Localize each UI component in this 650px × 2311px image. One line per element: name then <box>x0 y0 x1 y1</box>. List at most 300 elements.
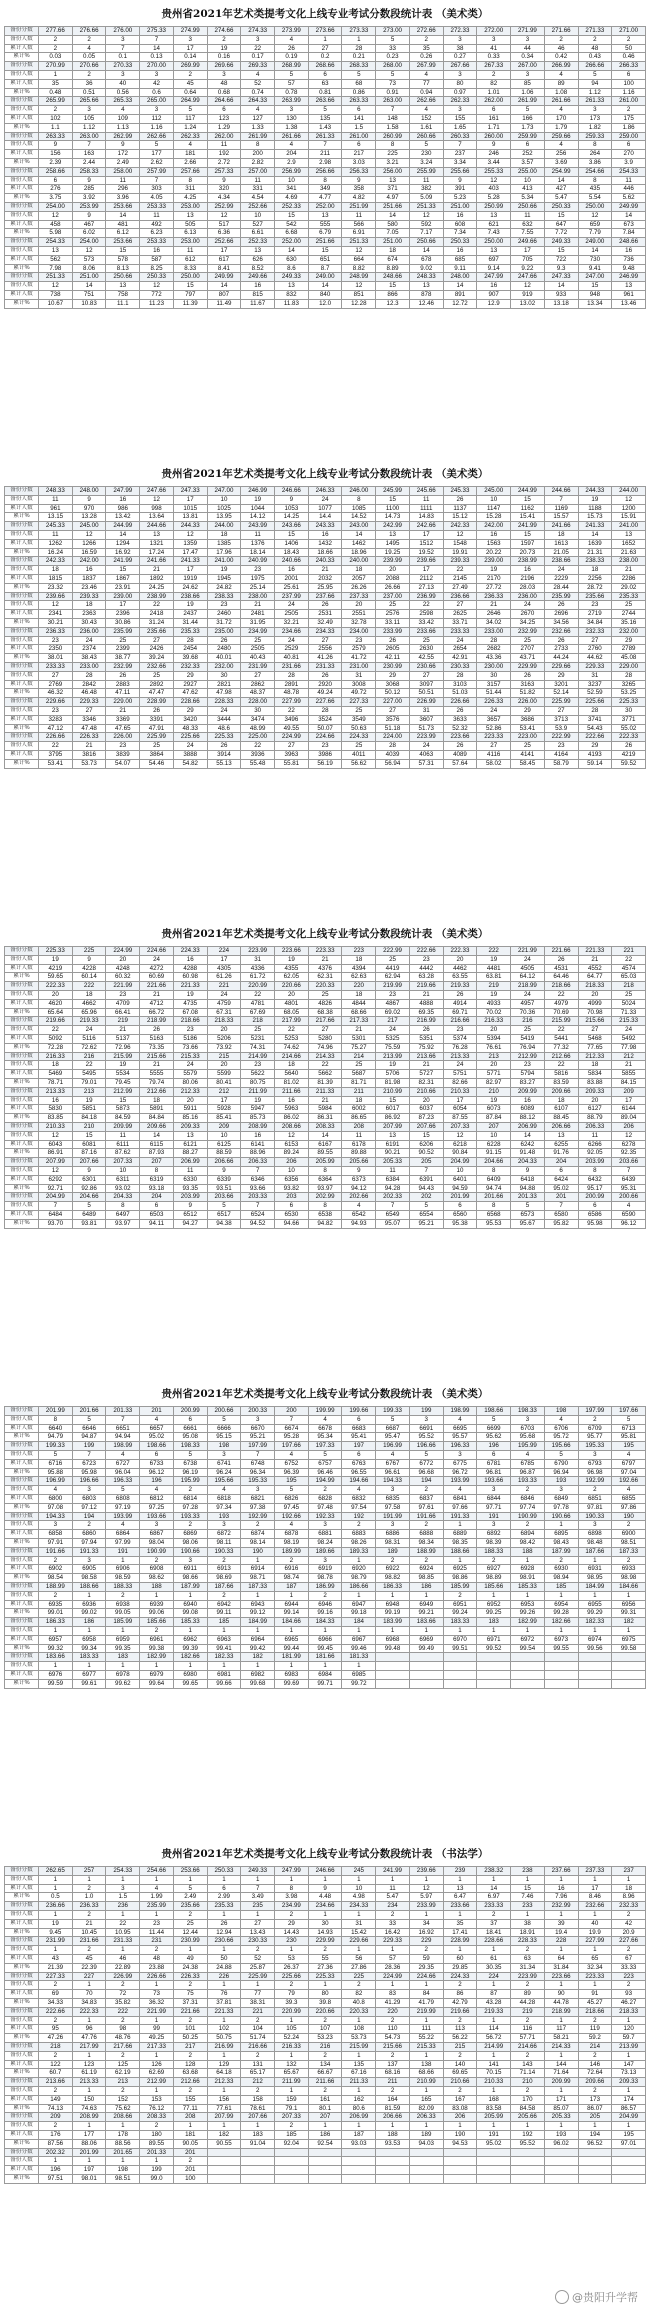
table-cell: 961 <box>39 504 73 513</box>
table-cell: 84.84 <box>140 1114 174 1123</box>
table-cell: 190.66 <box>544 1512 578 1521</box>
table-cell: 197.99 <box>241 1442 275 1451</box>
table-cell <box>376 1670 410 1679</box>
table-cell: 23.88 <box>140 1963 174 1972</box>
table-cell: 1 <box>342 1875 376 1884</box>
table-cell: 206.66 <box>544 1122 578 1131</box>
table-cell: 43.36 <box>477 654 511 663</box>
table-cell: 2 <box>72 1946 106 1955</box>
table-cell: 71.33 <box>612 1008 646 1017</box>
table-cell: 186.99 <box>308 1582 342 1591</box>
table-cell: 83.59 <box>544 1078 578 1087</box>
table-cell: 6.91 <box>342 229 376 238</box>
table-cell: 2 <box>578 1415 612 1424</box>
table-cell: 2760 <box>578 645 612 654</box>
table-cell <box>207 2174 241 2183</box>
table-cell: 58.45 <box>511 759 545 768</box>
table-cell: 10 <box>207 495 241 504</box>
table-cell: 3444 <box>207 715 241 724</box>
table-cell: 5 <box>72 1202 106 1211</box>
table-cell: 2 <box>612 1521 646 1530</box>
table-row <box>5 1963 646 1972</box>
table-cell: 248.00 <box>72 487 106 496</box>
table-cell: 17 <box>207 955 241 964</box>
table-cell: 14.93 <box>308 1928 342 1937</box>
table-cell: 26 <box>275 44 309 53</box>
table-cell: 1188 <box>578 504 612 513</box>
table-cell: 274.99 <box>173 27 207 36</box>
table-cell: 29 <box>173 671 207 680</box>
table-cell: 1 <box>578 1556 612 1565</box>
table-row <box>5 2130 646 2139</box>
table-cell: 67.16 <box>342 2069 376 2078</box>
table-cell: 2625 <box>443 610 477 619</box>
table-cell: 216.66 <box>241 2042 275 2051</box>
table-cell: 57.64 <box>443 759 477 768</box>
table-cell: 0.56 <box>106 88 140 97</box>
row-label: 累计% <box>5 1679 39 1688</box>
table-cell: 211.66 <box>308 2078 342 2087</box>
table-cell: 73 <box>376 79 410 88</box>
table-cell: 33.71 <box>443 618 477 627</box>
table-cell <box>544 1679 578 1688</box>
table-cell: 182.99 <box>140 1653 174 1662</box>
table-cell: 252.66 <box>207 238 241 247</box>
table-cell: 0.74 <box>241 88 275 97</box>
table-cell: 1 <box>612 1626 646 1635</box>
row-label: 累计人数 <box>5 2060 39 2069</box>
table-row <box>5 1644 646 1653</box>
table-row <box>5 1946 646 1955</box>
table-cell: 28 <box>173 636 207 645</box>
table-cell: 371 <box>376 185 410 194</box>
table-cell: 97.04 <box>612 1468 646 1477</box>
table-cell: 226.99 <box>106 1972 140 1981</box>
table-cell: 5771 <box>477 1070 511 1079</box>
table-cell: 26.66 <box>376 583 410 592</box>
table-row <box>5 1486 646 1495</box>
table-cell: 2 <box>544 35 578 44</box>
table-cell: 238.00 <box>241 592 275 601</box>
table-cell <box>511 2174 545 2183</box>
table-cell: 5 <box>140 141 174 150</box>
table-row <box>5 79 646 88</box>
table-cell: 236.66 <box>443 592 477 601</box>
row-label: 备份人数 <box>5 2122 39 2131</box>
table-cell: 98.04 <box>140 1538 174 1547</box>
row-label: 累计% <box>5 548 39 557</box>
table-row <box>5 1450 646 1459</box>
table-cell: 225.33 <box>39 947 73 956</box>
table-cell: 69 <box>39 1990 73 1999</box>
table-cell: 74.31 <box>241 1043 275 1052</box>
table-cell: 19 <box>39 955 73 964</box>
table-cell: 285 <box>72 185 106 194</box>
row-label: 备份分数 <box>5 1052 39 1061</box>
table-row <box>5 1087 646 1096</box>
table-cell: 832 <box>275 290 309 299</box>
table-cell: 148 <box>376 114 410 123</box>
table-cell: 1 <box>275 1626 309 1635</box>
table-cell: 6043 <box>39 1140 73 1149</box>
table-cell: 87 <box>477 1990 511 1999</box>
table-cell: 6957 <box>39 1635 73 1644</box>
table-cell: 1 <box>275 2086 309 2095</box>
table-cell: 96.19 <box>173 1468 207 1477</box>
table-cell: 4 <box>612 1450 646 1459</box>
table-cell: 21 <box>241 601 275 610</box>
table-cell: 209.33 <box>578 1087 612 1096</box>
table-cell: 62.63 <box>342 973 376 982</box>
table-cell: 94.53 <box>443 2139 477 2148</box>
table-cell: 8.33 <box>173 264 207 273</box>
table-cell: 7 <box>544 1202 578 1211</box>
table-cell: 1077 <box>308 504 342 513</box>
table-cell: 252.99 <box>207 202 241 211</box>
table-cell: 248.33 <box>409 273 443 282</box>
table-cell: 6752 <box>275 1459 309 1468</box>
table-cell: 81.71 <box>342 1078 376 1087</box>
table-cell: 187.66 <box>578 1547 612 1556</box>
table-cell: 1 <box>544 1910 578 1919</box>
table-cell: 26 <box>544 636 578 645</box>
table-cell: 228.33 <box>207 698 241 707</box>
table-cell: 168 <box>477 2095 511 2104</box>
table-cell: 159 <box>275 2095 309 2104</box>
table-cell: 2 <box>511 1946 545 1955</box>
table-cell: 204.99 <box>39 1193 73 1202</box>
table-cell: 14 <box>140 44 174 53</box>
table-cell: 25 <box>612 990 646 999</box>
table-cell: 47.12 <box>39 724 73 733</box>
table-cell: 3 <box>376 1521 410 1530</box>
table-cell: 12.3 <box>376 299 410 308</box>
table-cell: 197.66 <box>275 1442 309 1451</box>
table-cell: 2 <box>173 1910 207 1919</box>
table-cell: 4305 <box>207 964 241 973</box>
table-cell: 68.38 <box>308 1008 342 1017</box>
table-cell: 21 <box>72 742 106 751</box>
table-cell: 26 <box>443 742 477 751</box>
table-cell: 18 <box>342 1096 376 1105</box>
table-cell: 208.66 <box>275 1122 309 1131</box>
table-cell: 6 <box>342 106 376 115</box>
table-cell: 204.99 <box>612 2113 646 2122</box>
table-cell: 95.21 <box>409 1219 443 1228</box>
table-cell: 933 <box>544 290 578 299</box>
sheet-art-1 <box>4 2 646 309</box>
table-cell: 6646 <box>72 1424 106 1433</box>
table-cell: 249.99 <box>612 202 646 211</box>
table-cell: 14 <box>308 1131 342 1140</box>
table-cell: 28 <box>72 671 106 680</box>
table-cell: 13 <box>477 246 511 255</box>
table-cell: 1 <box>511 1875 545 1884</box>
table-cell: 102 <box>39 114 73 123</box>
row-label: 累计人数 <box>5 610 39 619</box>
table-cell: 3008 <box>342 680 376 689</box>
table-cell <box>511 2148 545 2157</box>
table-cell: 19 <box>207 44 241 53</box>
table-cell: 6373 <box>342 1175 376 1184</box>
table-cell: 235.66 <box>578 592 612 601</box>
table-cell: 205.99 <box>477 2113 511 2122</box>
table-cell: 16 <box>241 282 275 291</box>
table-cell: 77.11 <box>173 2104 207 2113</box>
table-cell: 226.33 <box>173 1972 207 1981</box>
table-cell: 6530 <box>275 1210 309 1219</box>
table-cell: 1 <box>443 1626 477 1635</box>
table-cell: 2630 <box>409 645 443 654</box>
table-cell: 18 <box>376 246 410 255</box>
table-cell: 50.25 <box>173 2034 207 2043</box>
table-cell: 3 <box>275 106 309 115</box>
table-cell: 9.02 <box>409 264 443 273</box>
table-cell: 19 <box>477 1096 511 1105</box>
table-cell: 20 <box>207 1061 241 1070</box>
row-label: 累计人数 <box>5 150 39 159</box>
table-cell: 94.79 <box>39 1433 73 1442</box>
table-cell: 90.84 <box>443 1149 477 1158</box>
table-cell: 8.89 <box>376 264 410 273</box>
table-cell: 5206 <box>207 1034 241 1043</box>
table-cell: 2286 <box>612 574 646 583</box>
table-cell: 7 <box>275 1415 309 1424</box>
table-row <box>5 1981 646 1990</box>
table-cell: 22 <box>612 955 646 964</box>
table-cell: 205.66 <box>511 2113 545 2122</box>
table-cell: 196.33 <box>443 1442 477 1451</box>
table-cell: 3 <box>409 1415 443 1424</box>
table-cell: 4 <box>140 1884 174 1893</box>
table-cell: 164 <box>376 2095 410 2104</box>
table-cell: 3 <box>443 70 477 79</box>
table-row <box>5 513 646 522</box>
table-cell: 93.02 <box>106 1184 140 1193</box>
table-cell: 95.53 <box>477 1219 511 1228</box>
table-cell: 237 <box>612 1867 646 1876</box>
table-cell: 110 <box>376 2025 410 2034</box>
table-cell: 226 <box>207 1972 241 1981</box>
table-cell: 9.48 <box>612 264 646 273</box>
table-cell: 13 <box>173 1131 207 1140</box>
table-row <box>5 1193 646 1202</box>
table-cell: 230.33 <box>443 662 477 671</box>
table-cell: 8.06 <box>72 264 106 273</box>
table-cell: 55.48 <box>241 759 275 768</box>
table-cell: 2 <box>612 1946 646 1955</box>
table-cell: 6 <box>342 141 376 150</box>
table-cell: 177 <box>140 150 174 159</box>
table-cell: 6911 <box>173 1565 207 1574</box>
table-cell: 222 <box>72 982 106 991</box>
table-cell: 30 <box>477 671 511 680</box>
table-cell: 71.14 <box>511 2069 545 2078</box>
table-cell: 87.23 <box>409 1114 443 1123</box>
table-cell: 68.66 <box>342 1008 376 1017</box>
table-cell: 182.33 <box>578 1618 612 1627</box>
table-cell: 241.00 <box>612 522 646 531</box>
table-cell: 9 <box>511 1166 545 1175</box>
table-cell: 220.66 <box>275 982 309 991</box>
table-cell: 99.41 <box>207 1644 241 1653</box>
table-cell: 4481 <box>477 964 511 973</box>
table-cell: 2 <box>72 1884 106 1893</box>
table-row <box>5 132 646 141</box>
table-cell: 89.55 <box>308 1149 342 1158</box>
table-cell: 228.99 <box>443 1937 477 1946</box>
table-cell: 3157 <box>477 680 511 689</box>
table-cell: 28 <box>275 671 309 680</box>
table-cell: 249.33 <box>544 238 578 247</box>
table-cell: 6972 <box>511 1635 545 1644</box>
table-cell: 98.43 <box>544 1538 578 1547</box>
table-cell: 1 <box>342 1946 376 1955</box>
table-cell: 53.25 <box>612 689 646 698</box>
table-cell: 2 <box>376 1556 410 1565</box>
table-cell: 5 <box>173 1884 207 1893</box>
table-cell: 5 <box>275 1486 309 1495</box>
table-cell: 213.33 <box>39 1087 73 1096</box>
row-label: 备份分数 <box>5 733 39 742</box>
table-cell: 3.92 <box>72 194 106 203</box>
table-cell: 21 <box>578 955 612 964</box>
table-cell: 184.99 <box>578 1582 612 1591</box>
table-cell: 216.99 <box>409 1017 443 1026</box>
table-cell: 5 <box>544 1450 578 1459</box>
table-cell: 1 <box>308 2122 342 2131</box>
table-cell: 2 <box>72 1521 106 1530</box>
table-cell: 34.83 <box>72 1998 106 2007</box>
table-cell: 197.33 <box>308 1442 342 1451</box>
table-cell: 59.52 <box>612 759 646 768</box>
table-cell: 2531 <box>308 610 342 619</box>
row-label: 累计人数 <box>5 2166 39 2175</box>
table-cell: 6872 <box>207 1530 241 1539</box>
table-cell: 233.00 <box>72 662 106 671</box>
table-cell: 247.33 <box>544 273 578 282</box>
table-cell: 97.86 <box>612 1503 646 1512</box>
table-cell: 6586 <box>578 1210 612 1219</box>
table-cell: 256.33 <box>342 167 376 176</box>
table-cell: 4 <box>106 1450 140 1459</box>
table-cell: 44.78 <box>544 1998 578 2007</box>
table-cell: 191.99 <box>376 1512 410 1521</box>
table-cell: 232.33 <box>173 662 207 671</box>
table-cell: 98.78 <box>308 1574 342 1583</box>
table-cell: 254.99 <box>544 167 578 176</box>
table-cell <box>544 2148 578 2157</box>
table-cell: 58.79 <box>544 759 578 768</box>
table-cell: 95.62 <box>477 1433 511 1442</box>
table-cell: 43.28 <box>477 1998 511 2007</box>
table-cell: 6691 <box>409 1424 443 1433</box>
table-row <box>5 1034 646 1043</box>
table-cell: 6503 <box>140 1210 174 1219</box>
table-cell: 90.05 <box>173 2139 207 2148</box>
table-cell: 2 <box>612 106 646 115</box>
table-cell: 8.13 <box>106 264 140 273</box>
table-cell: 99.51 <box>443 1644 477 1653</box>
table-cell: 98.79 <box>342 1574 376 1583</box>
table-cell: 224.00 <box>376 733 410 742</box>
table-cell: 204.66 <box>477 1158 511 1167</box>
table-cell: 2.98 <box>308 158 342 167</box>
table-cell: 196.33 <box>106 1477 140 1486</box>
table-cell: 192 <box>511 2130 545 2139</box>
table-cell: 2927 <box>173 680 207 689</box>
table-cell: 25 <box>376 601 410 610</box>
table-cell: 3 <box>207 1521 241 1530</box>
table-cell: 1.61 <box>409 123 443 132</box>
table-cell: 1 <box>173 1946 207 1955</box>
table-cell: 23 <box>376 990 410 999</box>
table-cell: 296 <box>106 185 140 194</box>
table-cell: 163 <box>72 150 106 159</box>
table-cell: 1 <box>241 1556 275 1565</box>
table-cell: 2556 <box>308 645 342 654</box>
table-cell: 214 <box>342 1052 376 1061</box>
table-cell: 2579 <box>342 645 376 654</box>
table-cell: 1262 <box>39 539 73 548</box>
table-cell: 2 <box>612 1556 646 1565</box>
table-row <box>5 1875 646 1884</box>
table-cell: 99.72 <box>342 1679 376 1688</box>
table-cell: 186.33 <box>376 1582 410 1591</box>
table-cell: 1.79 <box>544 123 578 132</box>
table-cell: 866 <box>376 290 410 299</box>
table-cell: 12 <box>578 211 612 220</box>
table-cell: 194 <box>578 2130 612 2139</box>
table-cell: 20 <box>173 1096 207 1105</box>
table-cell: 181 <box>173 150 207 159</box>
table-cell: 271.33 <box>578 27 612 36</box>
table-cell: 2 <box>308 2016 342 2025</box>
row-label: 累计人数 <box>5 1175 39 1184</box>
table-cell: 1162 <box>511 504 545 513</box>
row-label: 累计人数 <box>5 1459 39 1468</box>
table-cell: 3 <box>140 1521 174 1530</box>
table-cell: 33 <box>376 44 410 53</box>
table-cell: 263.66 <box>308 97 342 106</box>
table-cell: 85.16 <box>173 1114 207 1123</box>
table-cell: 61.19 <box>72 2069 106 2078</box>
table-cell: 3 <box>72 106 106 115</box>
row-label: 备份分数 <box>5 2113 39 2122</box>
table-cell: 4999 <box>578 999 612 1008</box>
table-cell: 21.05 <box>544 548 578 557</box>
table-cell: 189.66 <box>308 1547 342 1556</box>
table-cell: 6763 <box>342 1459 376 1468</box>
table-cell: 3 <box>106 70 140 79</box>
table-cell: 62.19 <box>106 2069 140 2078</box>
table-cell: 99.25 <box>477 1609 511 1618</box>
table-cell: 32.21 <box>275 618 309 627</box>
table-cell: 3713 <box>544 715 578 724</box>
table-cell: 6881 <box>308 1530 342 1539</box>
table-cell: 3391 <box>140 715 174 724</box>
table-cell: 4 <box>612 1486 646 1495</box>
row-label: 累计% <box>5 2139 39 2148</box>
table-cell: 5706 <box>376 1070 410 1079</box>
table-cell: 245.33 <box>39 522 73 531</box>
table-cell: 201.33 <box>106 1407 140 1416</box>
table-cell: 5441 <box>544 1034 578 1043</box>
table-cell: 63.68 <box>173 2069 207 2078</box>
table-cell: 3 <box>511 35 545 44</box>
table-cell: 9 <box>207 176 241 185</box>
table-cell: 96 <box>72 2025 106 2034</box>
